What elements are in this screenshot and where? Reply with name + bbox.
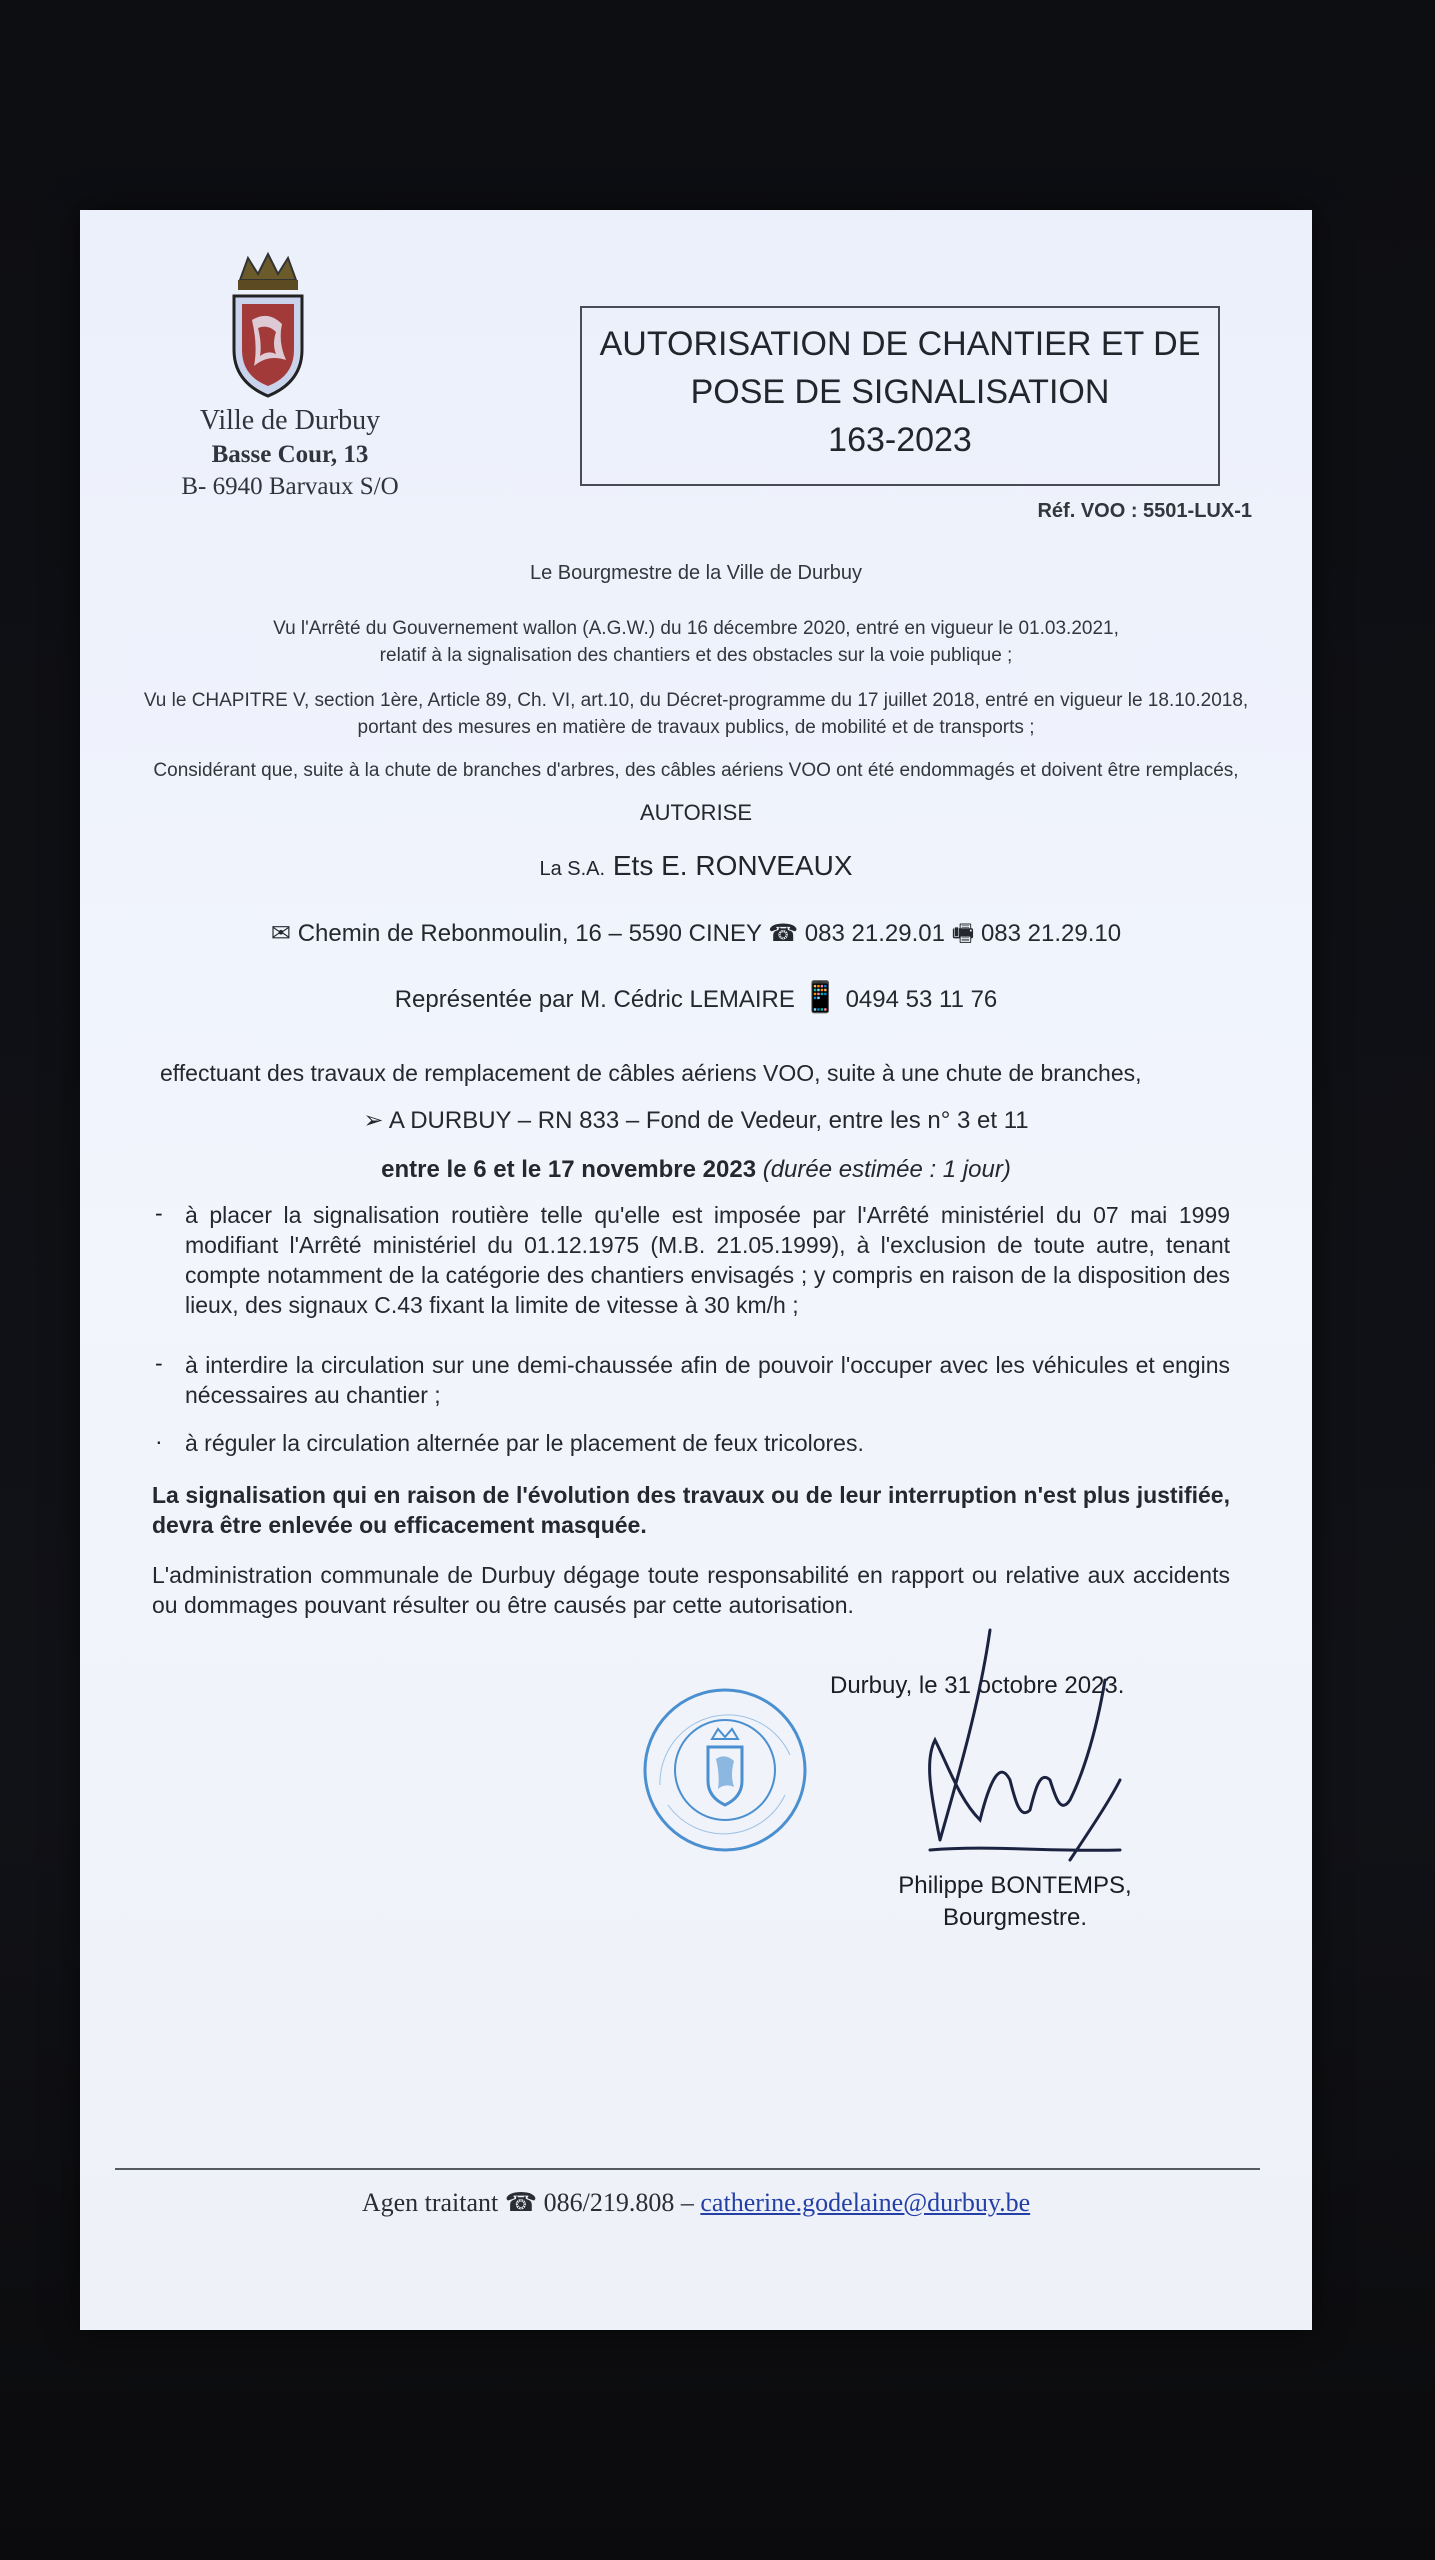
- company-contact: [80, 916, 1312, 957]
- official-stamp-icon: [640, 1685, 810, 1855]
- representative: Représentée par M. Cédric LEMAIRE: [394, 986, 795, 1013]
- representative-mobile: 0494 53 11 76: [845, 986, 998, 1013]
- footer-phone: 086/219.808: [543, 2188, 675, 2217]
- company-fax: 083 21.29.10: [980, 920, 1122, 947]
- mail-icon: ✉: [270, 920, 292, 947]
- place-date: Durbuy, le 31 octobre 2023.: [830, 1672, 1125, 1699]
- autorise-heading: AUTORISE: [639, 800, 753, 825]
- legal-basis-2: [80, 687, 1312, 741]
- company-name-line: [80, 850, 1312, 882]
- signatory-block: [855, 1870, 1175, 1934]
- works-location-line: [80, 1106, 1312, 1135]
- coat-of-arms-icon: [228, 250, 308, 400]
- phone-icon: ☎: [768, 920, 799, 947]
- title-line-1: AUTORISATION DE CHANTIER ET DE: [599, 325, 1201, 363]
- footer-contact: [80, 2188, 1312, 2218]
- footer-email-link[interactable]: catherine.godelaine@durbuy.be: [700, 2188, 1031, 2217]
- legal-basis-1-line1: Vu l'Arrêté du Gouvernement wallon (A.G.W.) du 16 décembre 2020, entré en vigueur le 01.03.2021,: [273, 618, 1119, 639]
- works-duration: (durée estimée : 1 jour): [762, 1156, 1011, 1183]
- company-name: Ets E. RONVEAUX: [612, 850, 853, 881]
- condition-3: à réguler la circulation alternée par le placement de feux tricolores.: [185, 1430, 864, 1456]
- issuer-block: [140, 405, 440, 501]
- handwritten-signature: [840, 1620, 1170, 1880]
- removal-notice: La signalisation qui en raison de l'évolution des travaux ou de leur interruption n'est plus justifiée, devra être enlevée ou efficacement masquée.: [152, 1482, 1230, 1538]
- mobile-phone-icon: 📱: [801, 981, 839, 1014]
- footer-separator: –: [680, 2188, 694, 2217]
- issuer-city: Ville de Durbuy: [199, 405, 381, 436]
- legal-basis-1: [80, 615, 1312, 669]
- company-address: Chemin de Rebonmoulin, 16 – 5590 CINEY: [297, 920, 762, 947]
- issuer-authority: Le Bourgmestre de la Ville de Durbuy: [529, 562, 863, 584]
- signatory-name: Philippe BONTEMPS,: [898, 1872, 1132, 1899]
- issuer-address: Basse Cour, 13: [211, 441, 369, 468]
- bullet-dash: -: [155, 1350, 163, 1376]
- company-prefix: La S.A.: [539, 858, 606, 880]
- legal-basis-2-line2: portant des mesures en matière de travaux publics, de mobilité et de transports ;: [357, 717, 1035, 738]
- reference-number: Réf. VOO : 5501-LUX-1: [1037, 500, 1252, 522]
- works-location: A DURBUY – RN 833 – Fond de Vedeur, entre les n° 3 et 11: [388, 1107, 1029, 1134]
- fax-icon: 🖷: [951, 920, 975, 947]
- issuer-postcode: B- 6940 Barvaux S/O: [181, 473, 399, 500]
- considerant: Considérant que, suite à la chute de branches d'arbres, des câbles aériens VOO ont été endommagés et doivent être remplacés,: [153, 760, 1239, 781]
- bullet-dash: ·: [155, 1428, 163, 1454]
- legal-basis-2-line1: Vu le CHAPITRE V, section 1ère, Article 89, Ch. VI, art.10, du Décret-programme du 17 juillet 2018, entré en vigueur le 18.10.2018,: [143, 690, 1249, 711]
- condition-1: à placer la signalisation routière telle qu'elle est imposée par l'Arrêté ministériel du 07 mai 1999 modifiant l'Arrêté ministériel du 01.12.1975 (M.B. 21.05.1999), à l'exclusion de toute autre, tenant compte notamment de la catégorie des chantiers envisagés ; y compris en raison de la disposition des lieux, des signaux C.43 fixant la limite de vitesse à 30 km/h ;: [185, 1202, 1230, 1318]
- arrow-icon: ➢: [363, 1107, 384, 1134]
- legal-basis-1-line2: relatif à la signalisation des chantiers et des obstacles sur la voie publique ;: [379, 645, 1013, 666]
- footer-divider: [115, 2168, 1260, 2170]
- works-period-line: [80, 1156, 1312, 1184]
- company-phone: 083 21.29.01: [804, 920, 945, 947]
- works-period: entre le 6 et le 17 novembre 2023: [381, 1156, 757, 1183]
- footer-agent: Agen traitant: [361, 2188, 499, 2217]
- title-line-3: 163-2023: [828, 421, 972, 459]
- signatory-role: Bourgmestre.: [942, 1904, 1088, 1931]
- phone-icon: ☎: [504, 2188, 538, 2217]
- condition-2: à interdire la circulation sur une demi-chaussée afin de pouvoir l'occuper avec les véhicules et engins nécessaires au chantier ;: [185, 1352, 1230, 1408]
- authorization-document: [80, 210, 1312, 2330]
- works-description: effectuant des travaux de remplacement de câbles aériens VOO, suite à une chute de branches,: [160, 1060, 1142, 1086]
- representative-line: [80, 980, 1312, 1015]
- title-line-2: POSE DE SIGNALISATION: [690, 373, 1110, 411]
- document-title: [580, 306, 1220, 486]
- disclaimer: L'administration communale de Durbuy dégage toute responsabilité en rapport ou relative aux accidents ou dommages pouvant résulter ou être causés par cette autorisation.: [152, 1562, 1230, 1618]
- bullet-dash: -: [155, 1200, 163, 1226]
